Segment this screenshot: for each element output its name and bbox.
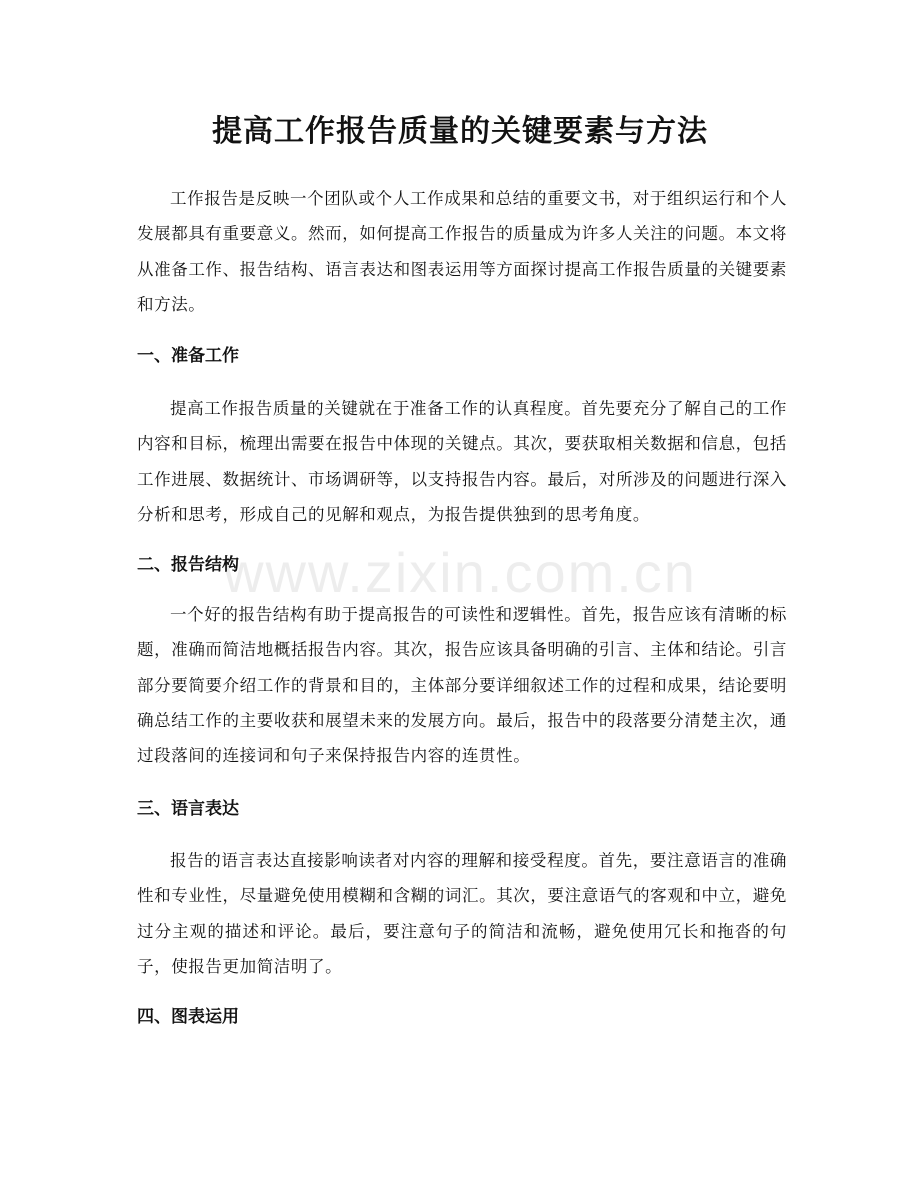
intro-paragraph: 工作报告是反映一个团队或个人工作成果和总结的重要文书，对于组织运行和个人发展都具有重要意义。然而，如何提高工作报告的质量成为许多人关注的问题。本文将从准备工作、报告结构、语言表达和图表运用等方面探讨提高工作报告质量的关键要素和方法。 (137, 189, 787, 314)
section-heading-preparation: 一、准备工作 (137, 346, 239, 366)
section-body-preparation: 提高工作报告质量的关键就在于准备工作的认真程度。首先要充分了解自己的工作内容和目标，梳理出需要在报告中体现的关键点。其次，要获取相关数据和信息，包括工作进展、数据统计、市场调研等，以支持报告内容。最后，对所涉及的问题进行深入分析和思考，形成自己的见解和观点，为报告提供独到的思考角度。 (137, 399, 787, 524)
section-heading-structure: 二、报告结构 (137, 555, 239, 575)
watermark: www.zixin.com.cn (223, 541, 697, 604)
section-body-structure: 一个好的报告结构有助于提高报告的可读性和逻辑性。首先，报告应该有清晰的标题，准确而简洁地概括报告内容。其次，报告应该具备明确的引言、主体和结论。引言部分要简要介绍工作的背景和目的，主体部分要详细叙述工作的过程和成果，结论要明确总结工作的主要收获和展望未来的发展方向。最后，报告中的段落要分清楚主次，通过段落间的连接词和句子来保持报告内容的连贯性。 (137, 605, 787, 766)
section-heading-charts: 四、图表运用 (137, 1007, 239, 1027)
section-heading-language: 三、语言表达 (137, 799, 239, 819)
document-title: 提高工作报告质量的关键要素与方法 (212, 114, 708, 149)
section-body-language: 报告的语言表达直接影响读者对内容的理解和接受程度。首先，要注意语言的准确性和专业性，尽量避免使用模糊和含糊的词汇。其次，要注意语气的客观和中立，避免过分主观的描述和评论。最后，要注意句子的简洁和流畅，避免使用冗长和拖沓的句子，使报告更加简洁明了。 (137, 851, 787, 976)
